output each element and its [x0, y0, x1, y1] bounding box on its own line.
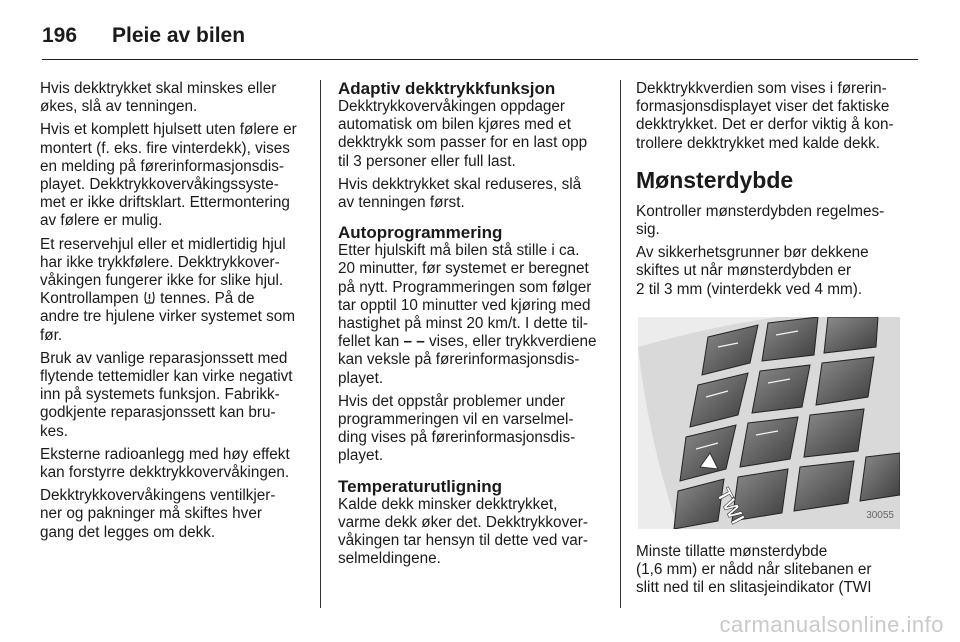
tire-pressure-warning-icon — [143, 291, 156, 304]
paragraph: Dekktrykkverdien som vises i førerin- formasjonsdisplayet viser det faktiske dekktrykket. Det er derfor viktig å kon- trollere dekktrykket med kalde dekk. — [636, 80, 894, 152]
column-divider-2 — [620, 80, 621, 608]
page-number: 196 — [42, 24, 78, 47]
page-title: Pleie av bilen — [112, 24, 246, 47]
section-heading-large: Mønsterdybde — [636, 166, 794, 193]
section-heading: Temperaturutligning — [338, 476, 503, 496]
watermark: carmanualsonline.info — [719, 612, 944, 637]
dash-symbol: – – — [403, 333, 425, 351]
paragraph: Kontroller mønsterdybden regelmes- sig. — [636, 202, 885, 239]
section-heading: Autoprogrammering — [338, 223, 503, 243]
section-heading: Adaptiv dekktrykkfunksjon — [338, 79, 556, 98]
paragraph: Et reservehjul eller et midlertidig hjul har ikke trykkfølere. Dekktrykkover- våkingen fungerer ikke for slike hjul. Kontrollampen tennes. På de andre tre hjulene virker systemet som før. — [40, 235, 296, 344]
header-divider — [42, 59, 918, 60]
tire-tread-drawing — [638, 317, 900, 529]
tread-label: TWI — [711, 484, 749, 528]
column-3 — [636, 80, 902, 602]
paragraph: Eksterne radioanlegg med høy effekt kan forstyrre dekktrykkovervåkingen. — [40, 445, 290, 482]
column-2 — [338, 80, 604, 573]
paragraph: Hvis dekktrykket skal minskes eller økes, slå av tenningen. — [40, 80, 277, 116]
paragraph: Hvis det oppstår problemer under programmeringen vil en varselmel- ding vises på førerinformasjonsdis- playet. — [338, 392, 576, 465]
paragraph: Dekktrykkovervåkingens ventilkjer- ner og pakninger må skiftes hver gang det legges om dekk. — [40, 487, 276, 541]
paragraph: Av sikkerhetsgrunner bør dekkene skiftes ut når mønsterdybden er 2 til 3 mm (vinterdekk ved 4 mm). — [636, 244, 869, 298]
paragraph: Dekktrykkovervåkingen oppdager automatisk om bilen kjøres med et dekktrykk som passer for en last opp til 3 personer eller full last. — [338, 98, 588, 170]
page-header — [42, 20, 918, 52]
column-1 — [40, 80, 305, 547]
paragraph: Hvis et komplett hjulsett uten følere er montert (f. eks. fire vinterdekk), vises en melding på førerinformasjonsdis- playet. Dekktrykkovervåkingssyste- met er ikke driftsklart. Ettermontering av følere er mulig. — [40, 121, 297, 230]
tire-tread-illustration — [638, 317, 900, 529]
figure-code: 30055 — [866, 509, 894, 521]
paragraph: Minste tillatte mønsterdybde (1,6 mm) er nådd når slitebanen er slitt ned til en slitasjeindikator (TWI — [636, 542, 872, 597]
column-divider-1 — [320, 80, 321, 608]
paragraph: Hvis dekktrykket skal reduseres, slå av tenningen først. — [338, 175, 582, 212]
paragraph: Kalde dekk minsker dekktrykket, varme dekk øker det. Dekktrykkover- våkingen tar hensyn til dette ved var- selmeldingene. — [338, 495, 588, 568]
paragraph: Bruk av vanlige reparasjonssett med flytende tettemidler kan virke negativt inn på systemets funksjon. Fabrikk- godkjente reparasjonssett kan bru- kes. — [40, 349, 293, 440]
paragraph: Etter hjulskift må bilen stå stille i ca. 20 minutter, før systemet er beregnet på nytt. Programmeringen som følger tar opptil 10 minutter ved kjøring med hastighet på minst 20 km/t. I dette til- fellet kan – – vises, eller trykkverdiene kan veksle på førerinformasjonsdis- playet. — [338, 242, 597, 387]
